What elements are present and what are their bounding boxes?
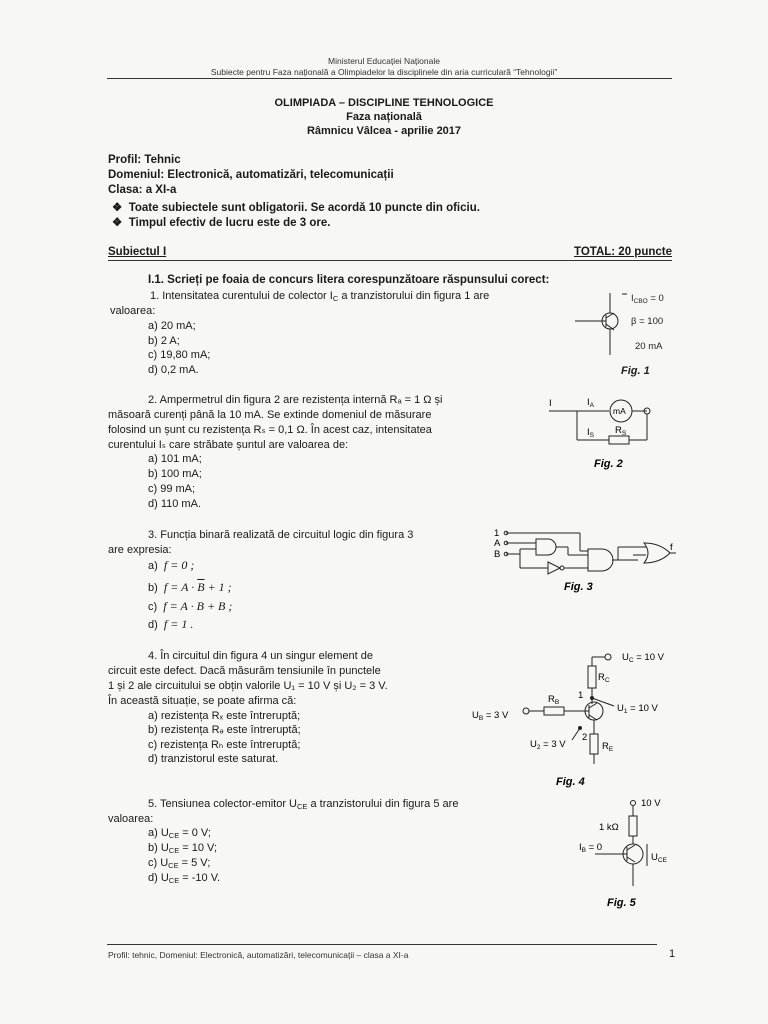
q2-option-b: b) 100 mA;	[148, 468, 202, 480]
fig4-rb-label: $R_B$	[548, 694, 560, 706]
header-rule	[107, 78, 672, 79]
q1-option-c: c) 19,80 mA;	[148, 349, 211, 361]
figure-4-amplifier	[472, 648, 672, 790]
fig4-u2-label: $U_2 = 3$ V	[530, 739, 566, 751]
fig2-is-label: $I_S$	[587, 427, 594, 439]
q5-option-a: a) $U_{CE} = 0$ V;	[148, 827, 211, 840]
q3-option-a: a) f = 0 ;	[148, 558, 195, 572]
q4-option-b: b) rezistența Rₔ este întreruptă;	[148, 724, 301, 736]
q3-text: 3. Funcția binară realizată de circuitul logic din figura 3	[148, 529, 414, 541]
ministry-header: Ministerul Educației Naționale	[328, 56, 440, 66]
bullet-1-text: Toate subiectele sunt obligatorii. Se acordă 10 puncte din oficiu.	[128, 202, 480, 214]
figure-3-logic	[488, 525, 678, 597]
fig2-i-label: I	[549, 398, 552, 409]
fig4-uc-label: $U_C = 10$ V	[622, 652, 664, 664]
bullet-icon: ❖	[112, 202, 123, 214]
q3-option-c: c) f = A · B + B ;	[148, 599, 233, 613]
q4-text: 4. În circuitul din figura 4 un singur element de circuit este defect. Dacă măsurăm tensiunile în punctele 1 și 2 ale circuitului se obțin valorile U₁ = 10 V și U₂ = 3 V. În această situație, se poate afirma că:	[108, 650, 388, 707]
q5-option-b: b) $U_{CE} = 10$ V;	[148, 842, 218, 855]
fig3-inA-label: A	[494, 538, 501, 549]
beta-label: β = 100	[631, 316, 664, 327]
q3-option-d: d) f = 1 .	[148, 617, 194, 631]
figure-5-transistor	[575, 796, 675, 911]
fig4-re-label: $R_E$	[602, 741, 614, 753]
fig2-ma-label: mA	[613, 406, 626, 416]
instruction: I.1. Scrieți pe foaia de concurs litera corespunzătoare răspunsului corect:	[148, 274, 550, 286]
q2-option-a: a) 101 mA;	[148, 453, 202, 465]
section-points: TOTAL: 20 puncte	[574, 246, 672, 258]
bullet-icon: ❖	[112, 217, 123, 229]
q5-option-c: c) $U_{CE} = 5$ V;	[148, 857, 211, 870]
bullet-2	[112, 215, 330, 229]
fig4-u1-label: $U_1 = 10$ V	[617, 703, 658, 715]
q1-option-b: b) 2 A;	[148, 335, 180, 347]
q1-text: 1. Intensitatea curentului de colector $I_C$ a tranzistorului din figura 1 are	[150, 290, 490, 303]
q4-option-c: c) rezistența Rₕ este întreruptă;	[148, 739, 301, 751]
olympiad-title: OLIMPIADA – DISCIPLINE TEHNOLOGICE	[274, 97, 494, 109]
phase-title: Faza națională	[346, 111, 422, 123]
fig3-in1-label: 1	[494, 528, 500, 539]
fig1-caption: Fig. 1	[621, 365, 650, 377]
figure-1-transistor	[565, 285, 675, 380]
q1-option-a: a) 20 mA;	[148, 320, 196, 332]
fig4-caption: Fig. 4	[556, 776, 585, 788]
page-number: 1	[669, 948, 676, 960]
footer-rule	[107, 944, 657, 945]
fig2-ia-label: $I_A$	[587, 397, 594, 409]
icbo-label: $I_{CBO} = 0$	[631, 293, 664, 305]
subject-header: Subiecte pentru Faza națională a Olimpiadelor la disciplinele din aria curriculară “Tehnologii”	[210, 67, 558, 77]
profil-line: Profil: Tehnic	[108, 154, 181, 166]
fig4-node2-label: 2	[582, 732, 588, 743]
figure-2-ammeter	[545, 393, 660, 473]
fig5-ib-label: $I_B = 0$	[579, 842, 603, 854]
fig2-rs-label: $R_S$	[615, 425, 627, 437]
fig4-rc-label: $R_C$	[598, 672, 610, 684]
section-title: Subiectul I	[108, 246, 167, 258]
q4-option-d: d) tranzistorul este saturat.	[148, 753, 279, 765]
q4-option-a: a) rezistența Rₓ este întreruptă;	[148, 710, 301, 722]
q5-text-cont: valoarea:	[108, 813, 154, 825]
fig4-node1-label: 1	[578, 690, 584, 701]
footer-text: Profil: tehnic, Domeniul: Electronică, automatizări, telecomunicații – clasa a XI-a	[108, 950, 409, 960]
fig2-caption: Fig. 2	[594, 458, 623, 470]
location-title: Râmnicu Vâlcea - aprilie 2017	[306, 125, 462, 137]
fig3-inB-label: B	[494, 549, 501, 560]
section-rule	[108, 260, 672, 261]
fig3-caption: Fig. 3	[564, 581, 593, 593]
q2-option-c: c) 99 mA;	[148, 483, 196, 495]
fig5-caption: Fig. 5	[607, 897, 636, 909]
fig3-out-label: f	[670, 542, 673, 553]
q5-text: 5. Tensiunea colector-emitor $U_{CE}$ a tranzistorului din figura 5 are	[148, 798, 459, 811]
fig5-r-label: 1 kΩ	[599, 822, 619, 833]
fig5-uce-label: $U_{CE}$	[651, 852, 667, 864]
bullet-1	[112, 200, 480, 214]
q3-option-b: b) $f = A \cdot \overline{B} + 1$ ;	[148, 580, 232, 594]
q2-text: 2. Ampermetrul din figura 2 are rezistența internă Rₐ = 1 Ω și măsoară curenți până la 10 mA. Se extinde domeniul de măsurare folosind un șunt cu rezistența Rₛ = 0,1 Ω. În acest caz, intensitatea curentului Iₛ care străbate șuntul are valoarea de:	[108, 394, 443, 451]
q5-option-d: d) $U_{CE} = -10$ V.	[148, 872, 221, 885]
q2-option-d: d) 110 mA.	[148, 498, 201, 510]
q3-text-cont: are expresia:	[108, 544, 172, 556]
q1-option-d: d) 0,2 mA.	[148, 364, 199, 376]
domeniul-line: Domeniul: Electronică, automatizări, telecomunicații	[108, 169, 394, 181]
fig4-ub-label: $U_B = 3$ V	[472, 710, 509, 722]
bullet-2-text: Timpul efectiv de lucru este de 3 ore.	[128, 217, 331, 229]
q1-text-cont: valoarea:	[110, 305, 156, 317]
clasa-line: Clasa: a XI-a	[108, 184, 177, 196]
fig5-vcc-label: 10 V	[641, 798, 661, 809]
ib-label: 20 mA	[635, 341, 663, 352]
